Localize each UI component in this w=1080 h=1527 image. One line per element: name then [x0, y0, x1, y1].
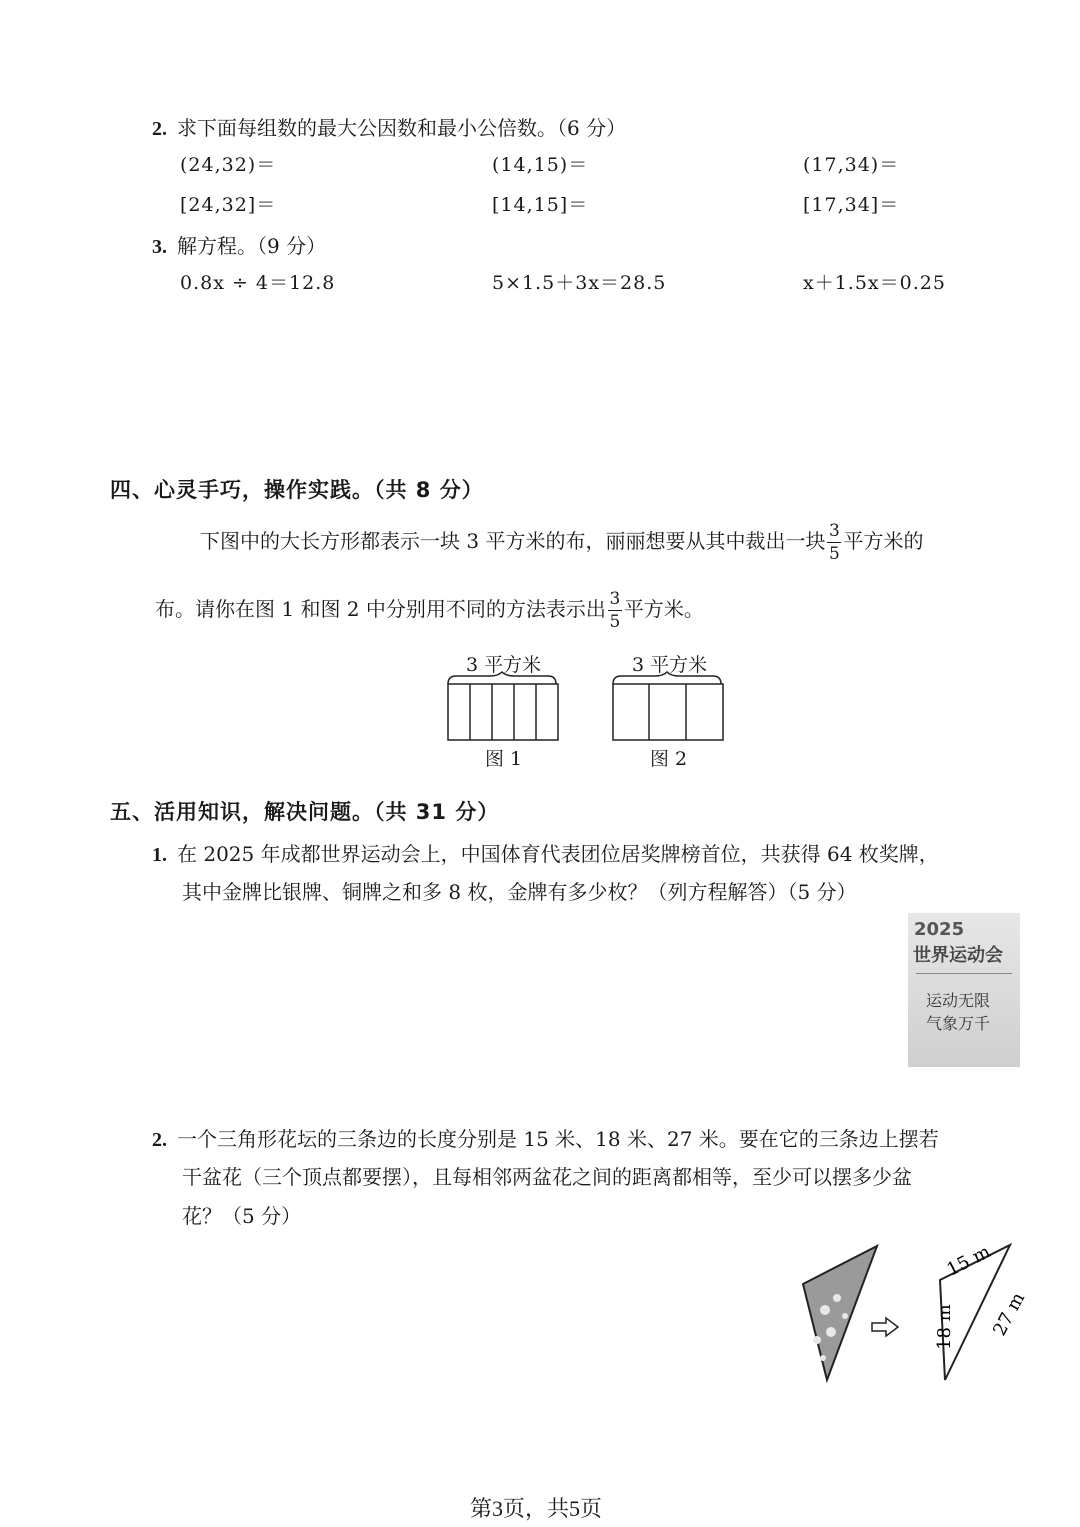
gcd-item-1: (24,32)＝ — [180, 154, 277, 176]
q2-number: 2. — [152, 118, 167, 140]
logo-slogan-2: 气象万千 — [926, 1014, 991, 1033]
q3-number: 3. — [152, 236, 167, 258]
s5-q1-line2: 其中金牌比银牌、铜牌之和多 8 枚，金牌有多少枚？（列方程解答）（5 分） — [182, 880, 857, 904]
section4-line1-tail: 平方米的 — [843, 529, 924, 553]
s5-q1-line1 — [152, 838, 939, 867]
logo-slogan-1: 运动无限 — [926, 991, 991, 1010]
figure1-label: 图 1 — [485, 748, 523, 770]
gcd-item-2: (14,15)＝ — [492, 154, 589, 176]
section4-line1 — [200, 522, 923, 563]
fraction-3-5 — [827, 522, 841, 563]
figure1-top-label: 3 平方米 — [466, 654, 542, 676]
section4-line2-tail: 平方米。 — [623, 597, 704, 621]
figure2-rectangle — [605, 674, 730, 742]
logo-title: 世界运动会 — [913, 945, 1003, 966]
s5-q1-number: 1. — [152, 844, 167, 866]
figure1-rectangle — [440, 674, 565, 742]
triangle-diagram — [905, 1230, 1030, 1390]
fraction-denominator: 5 — [829, 544, 840, 564]
q3-text: 解方程。（9 分） — [177, 234, 327, 258]
q2-prompt — [152, 112, 626, 141]
fraction-denominator: 5 — [609, 612, 621, 632]
page-footer: 第3页，共5页 — [470, 1496, 603, 1521]
side-label-18m: 18 m — [934, 1304, 955, 1350]
side-label-15m: 15 m — [943, 1241, 994, 1281]
equation-2: 5×1.5＋3x＝28.5 — [492, 272, 667, 294]
q2-text: 求下面每组数的最大公因数和最小公倍数。（6 分） — [177, 116, 627, 140]
s5-q2-number: 2. — [152, 1129, 167, 1151]
figure2-label: 图 2 — [650, 748, 688, 770]
section4-line2 — [155, 590, 704, 631]
fraction-3-5-second — [608, 590, 622, 631]
section5-title: 五、活用知识，解决问题。（共 31 分） — [110, 800, 500, 824]
fraction-numerator: 3 — [829, 521, 840, 541]
section4-line2-text: 布。请你在图 1 和图 2 中分别用不同的方法表示出 — [155, 597, 606, 621]
s5-q2-line2: 干盆花（三个顶点都要摆），且每相邻两盆花之间的距离都相等，至少可以摆多少盆 — [182, 1165, 912, 1189]
flowerbed-illustration — [795, 1240, 885, 1385]
s5-q2-line3: 花？（5 分） — [182, 1204, 302, 1228]
side-label-27m: 27 m — [989, 1289, 1030, 1340]
s5-q2-text1: 一个三角形花坛的三条边的长度分别是 15 米、18 米、27 米。要在它的三条边上摆若 — [177, 1127, 939, 1151]
section4-line1-text: 下图中的大长方形都表示一块 3 平方米的布，丽丽想要从其中裁出一块 — [200, 529, 826, 553]
lcm-item-3: [17,34]＝ — [803, 194, 900, 216]
section4-title: 四、心灵手巧，操作实践。（共 8 分） — [110, 478, 484, 502]
lcm-item-1: [24,32]＝ — [180, 194, 277, 216]
lcm-item-2: [14,15]＝ — [492, 194, 589, 216]
equation-3: x＋1.5x＝0.25 — [803, 272, 946, 294]
s5-q1-text1: 在 2025 年成都世界运动会上，中国体育代表团位居奖牌榜首位，共获得 64 枚奖牌， — [177, 842, 939, 866]
s5-q2-line1 — [152, 1123, 939, 1152]
equation-1: 0.8x ÷ 4＝12.8 — [180, 272, 336, 294]
logo-year: 2025 — [914, 919, 965, 940]
figure2-top-label: 3 平方米 — [632, 654, 708, 676]
gcd-item-3: (17,34)＝ — [803, 154, 900, 176]
fraction-numerator: 3 — [609, 589, 621, 609]
arrow-right-icon — [870, 1316, 900, 1338]
q3-prompt — [152, 230, 326, 259]
world-games-logo — [908, 913, 1020, 1067]
